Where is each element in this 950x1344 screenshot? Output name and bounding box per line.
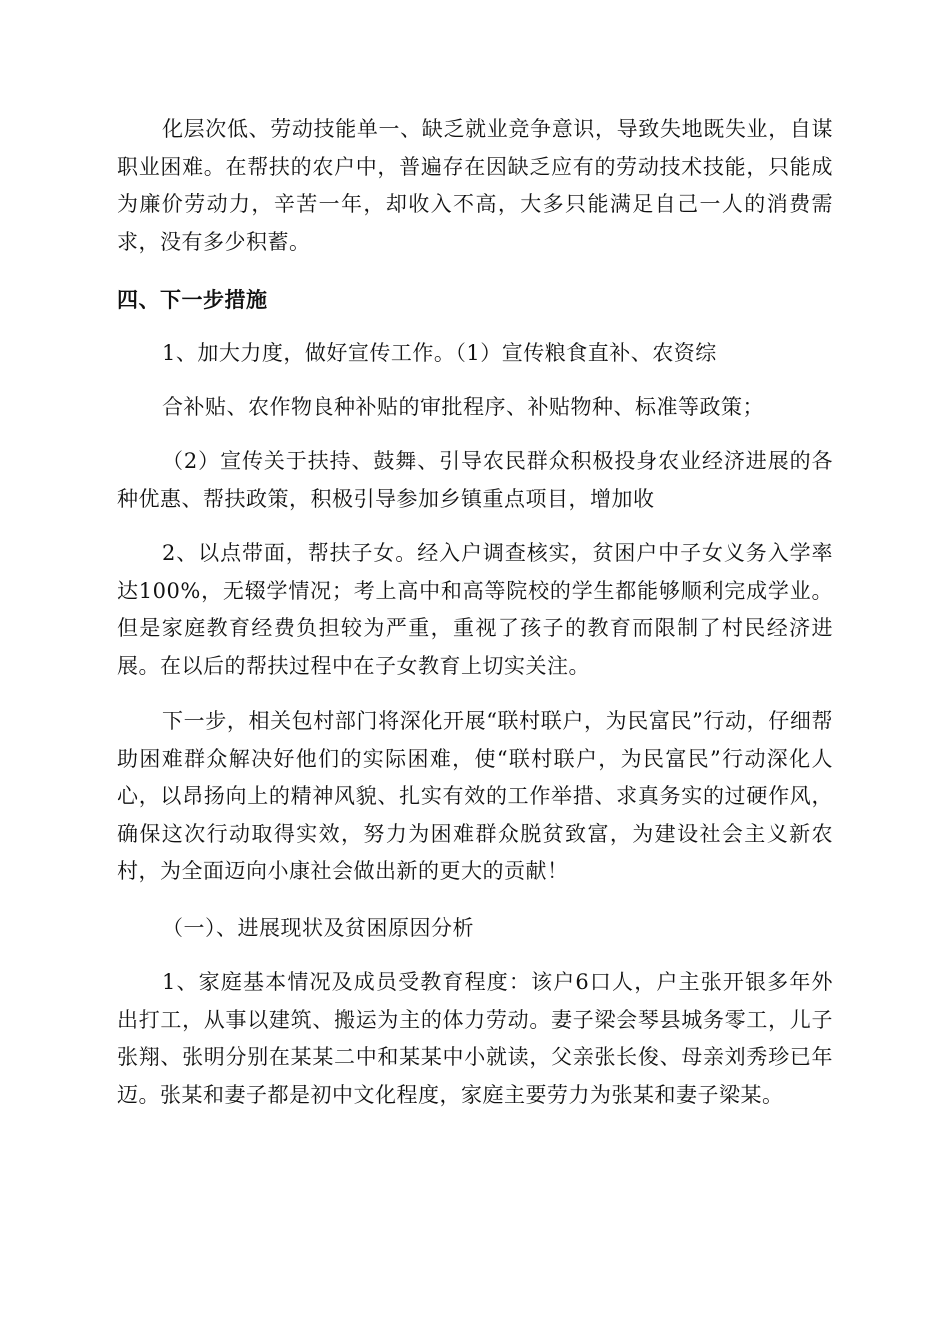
subheading-status-analysis: （一）、进展现状及贫困原因分析 bbox=[162, 916, 474, 940]
paragraph-skills-shortage: 化层次低、劳动技能单一、缺乏就业竞争意识，导致失地既失业，自谋职业困难。在帮扶的农户中，普遍存在因缺乏应有的劳动技术技能，只能成为廉价劳动力，辛苦一年，却收入不高，大多只能满足自己一人的消费需求，没有多少积蓄。 bbox=[117, 117, 833, 254]
paragraph-policy-publicity: （2）宣传关于扶持、鼓舞、引导农民群众积极投身农业经济进展的各种优惠、帮扶政策，积极引导参加乡镇重点项目，增加收 bbox=[117, 449, 833, 511]
paragraph-publicity-line1: 1、加大力度，做好宣传工作。（1）宣传粮食直补、农资综 bbox=[162, 341, 717, 365]
section-heading-next-steps: 四、下一步措施 bbox=[117, 287, 268, 312]
paragraph-publicity-line2: 合补贴、农作物良种补贴的审批程序、补贴物种、标准等政策； bbox=[162, 395, 764, 419]
paragraph-family-situation: 1、家庭基本情况及成员受教育程度：该户6口人，户主张开银多年外出打工，从事以建筑、搬运为主的体力劳动。妻子梁会琴县城务零工，儿子张翔、张明分别在某某二中和某某中小就读，父亲张长俊、母亲刘秀珍已年迈。张某和妻子都是初中文化程度，家庭主要劳力为张某和妻子梁某。 bbox=[117, 970, 833, 1107]
paragraph-children-education: 2、以点带面，帮扶子女。经入户调查核实，贫困户中子女义务入学率达100%，无辍学情况；考上高中和高等院校的学生都能够顺利完成学业。但是家庭教育经费负担较为严重，重视了孩子的教育而限制了村民经济进展。在以后的帮扶过程中在子女教育上切实关注。 bbox=[117, 541, 833, 678]
paragraph-next-actions: 下一步，相关包村部门将深化开展“联村联户，为民富民”行动，仔细帮助困难群众解决好他们的实际困难，使“联村联户，为民富民”行动深化人心，以昂扬向上的精神风貌、扎实有效的工作举措、求真务实的过硬作风，确保这次行动取得实效，努力为困难群众脱贫致富，为建设社会主义新农村，为全面迈向小康社会做出新的更大的贡献！ bbox=[117, 709, 833, 883]
